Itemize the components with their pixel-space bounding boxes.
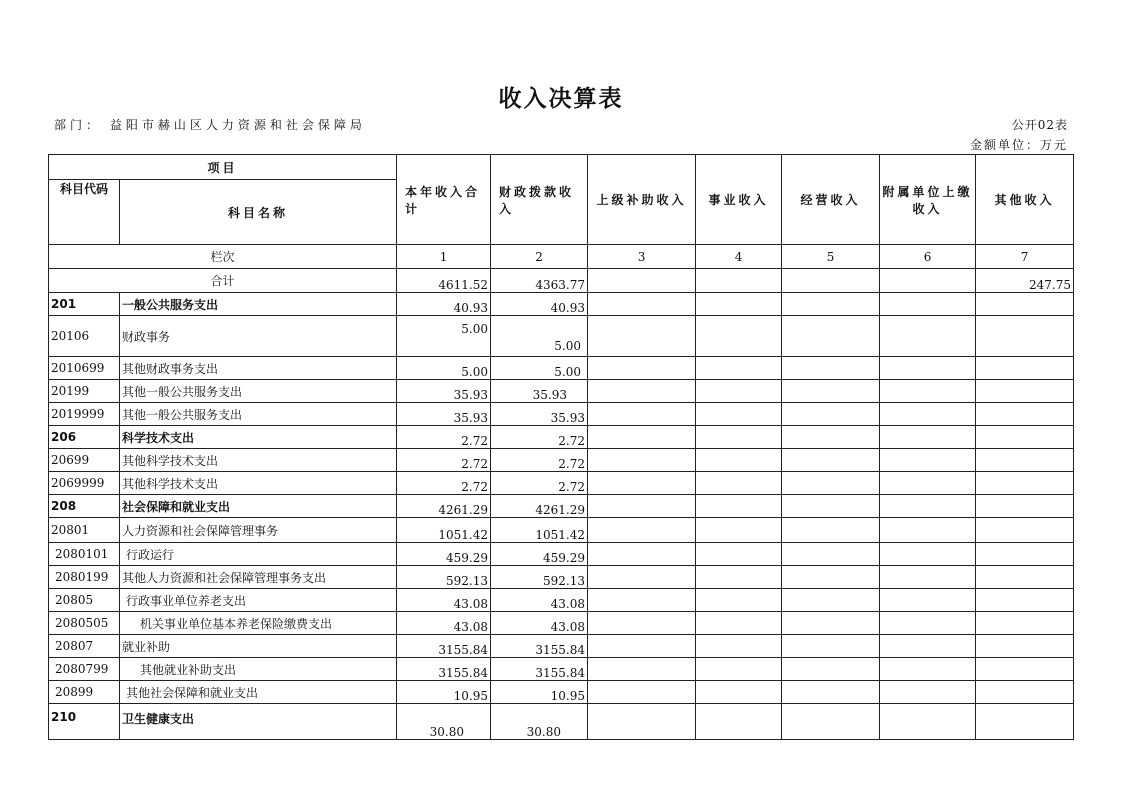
- fiscal-allocation: 459.29: [491, 543, 588, 566]
- annual-income-total: 43.08: [397, 612, 491, 635]
- fiscal-allocation: 35.93: [491, 380, 588, 403]
- total-label: 合计: [49, 269, 397, 293]
- subject-code: 2080505: [49, 612, 120, 635]
- total-annual-income: 4611.52: [397, 269, 491, 293]
- fiscal-allocation: 2.72: [491, 449, 588, 472]
- fiscal-allocation: 43.08: [491, 612, 588, 635]
- table-row: [49, 543, 1074, 566]
- subject-name: 其他科学技术支出: [120, 449, 397, 472]
- subject-name: 其他人力资源和社会保障管理事务支出: [120, 566, 397, 589]
- subject-code: 2019999: [49, 403, 120, 426]
- fiscal-allocation: 592.13: [491, 566, 588, 589]
- column-number: 3: [588, 245, 696, 269]
- subject-code: 2010699: [49, 357, 120, 380]
- subject-name: 机关事业单位基本养老保险缴费支出: [120, 612, 397, 635]
- table-row: [49, 658, 1074, 681]
- subject-code: 20805: [49, 589, 120, 612]
- table-row: [49, 449, 1074, 472]
- subject-name: 社会保障和就业支出: [120, 495, 397, 518]
- header-col1: 本年收入合计: [397, 155, 491, 245]
- annual-income-total: 3155.84: [397, 635, 491, 658]
- fiscal-allocation: 30.80: [491, 704, 588, 740]
- subject-name: 一般公共服务支出: [120, 293, 397, 316]
- column-number: 4: [696, 245, 782, 269]
- subject-name: 其他一般公共服务支出: [120, 403, 397, 426]
- annual-income-total: 35.93: [397, 403, 491, 426]
- subject-code: 2080799: [49, 658, 120, 681]
- subject-code: 2069999: [49, 472, 120, 495]
- annual-income-total: 5.00: [397, 357, 491, 380]
- annual-income-total: 5.00: [397, 316, 491, 357]
- subject-code: 2080199: [49, 566, 120, 589]
- column-number: 2: [491, 245, 588, 269]
- column-number-row: [49, 245, 1074, 269]
- annual-income-total: 30.80: [397, 704, 491, 740]
- fiscal-allocation: 40.93: [491, 293, 588, 316]
- subject-name: 就业补助: [120, 635, 397, 658]
- header-item: 项目: [49, 155, 397, 180]
- total-fiscal-allocation: 4363.77: [491, 269, 588, 293]
- table-row: [49, 518, 1074, 543]
- total-other-income: 247.75: [976, 269, 1074, 293]
- column-number: 5: [782, 245, 880, 269]
- header-row-1: [49, 155, 1074, 180]
- subject-code: 206: [49, 426, 120, 449]
- table-row: [49, 681, 1074, 704]
- fiscal-allocation: 43.08: [491, 589, 588, 612]
- annual-income-total: 10.95: [397, 681, 491, 704]
- subject-code: 2080101: [49, 543, 120, 566]
- subject-name: 其他科学技术支出: [120, 472, 397, 495]
- header-col4: 事业收入: [696, 155, 782, 245]
- subject-name: 科学技术支出: [120, 426, 397, 449]
- annual-income-total: 35.93: [397, 380, 491, 403]
- table-row: [49, 403, 1074, 426]
- annual-income-total: 2.72: [397, 472, 491, 495]
- column-number: 7: [976, 245, 1074, 269]
- table-row: [49, 472, 1074, 495]
- table-row: [49, 635, 1074, 658]
- table-row: [49, 426, 1074, 449]
- table-row: [49, 380, 1074, 403]
- column-label: 栏次: [49, 245, 397, 269]
- annual-income-total: 43.08: [397, 589, 491, 612]
- table-row: [49, 495, 1074, 518]
- annual-income-total: 1051.42: [397, 518, 491, 543]
- fiscal-allocation: 2.72: [491, 472, 588, 495]
- fiscal-allocation: 1051.42: [491, 518, 588, 543]
- header-col3: 上级补助收入: [588, 155, 696, 245]
- annual-income-total: 459.29: [397, 543, 491, 566]
- subject-code: 20801: [49, 518, 120, 543]
- header-col2: 财政拨款收入: [491, 155, 588, 245]
- subject-name: 行政运行: [120, 543, 397, 566]
- annual-income-total: 4261.29: [397, 495, 491, 518]
- amount-unit: 金额单位：万元: [969, 138, 1068, 152]
- fiscal-allocation: 3155.84: [491, 635, 588, 658]
- form-number: 公开02表: [1011, 118, 1068, 132]
- table-row: [49, 566, 1074, 589]
- subject-code: 20106: [49, 316, 120, 357]
- table-row: [49, 612, 1074, 635]
- header-col7: 其他收入: [976, 155, 1074, 245]
- table-row: [49, 589, 1074, 612]
- fiscal-allocation: 10.95: [491, 681, 588, 704]
- table-row: [49, 293, 1074, 316]
- table-row: [49, 704, 1074, 740]
- fiscal-allocation: 2.72: [491, 426, 588, 449]
- income-table: [48, 154, 1074, 740]
- column-number: 6: [880, 245, 976, 269]
- page-title: 收入决算表: [498, 86, 624, 112]
- subject-name: 其他社会保障和就业支出: [120, 681, 397, 704]
- fiscal-allocation: 5.00: [491, 316, 588, 357]
- subject-name: 其他就业补助支出: [120, 658, 397, 681]
- subject-name: 行政事业单位养老支出: [120, 589, 397, 612]
- header-col6: 附属单位上缴收入: [880, 155, 976, 245]
- header-col5: 经营收入: [782, 155, 880, 245]
- header-name: 科目名称: [120, 180, 397, 245]
- fiscal-allocation: 5.00: [491, 357, 588, 380]
- column-number: 1: [397, 245, 491, 269]
- subject-name: 人力资源和社会保障管理事务: [120, 518, 397, 543]
- total-row: [49, 269, 1074, 293]
- department-label: 部门： 益阳市赫山区人力资源和社会保障局: [54, 118, 366, 132]
- annual-income-total: 2.72: [397, 449, 491, 472]
- table-row: [49, 316, 1074, 357]
- header-code: 科目代码: [49, 180, 120, 245]
- subject-name: 卫生健康支出: [120, 704, 397, 740]
- subject-name: 其他财政事务支出: [120, 357, 397, 380]
- subject-code: 20807: [49, 635, 120, 658]
- annual-income-total: 592.13: [397, 566, 491, 589]
- annual-income-total: 2.72: [397, 426, 491, 449]
- table-row: [49, 357, 1074, 380]
- subject-name: 财政事务: [120, 316, 397, 357]
- fiscal-allocation: 4261.29: [491, 495, 588, 518]
- subject-code: 20899: [49, 681, 120, 704]
- subject-code: 201: [49, 293, 120, 316]
- subject-code: 208: [49, 495, 120, 518]
- fiscal-allocation: 35.93: [491, 403, 588, 426]
- subject-code: 20699: [49, 449, 120, 472]
- subject-code: 210: [49, 704, 120, 740]
- annual-income-total: 40.93: [397, 293, 491, 316]
- subject-code: 20199: [49, 380, 120, 403]
- fiscal-allocation: 3155.84: [491, 658, 588, 681]
- subject-name: 其他一般公共服务支出: [120, 380, 397, 403]
- annual-income-total: 3155.84: [397, 658, 491, 681]
